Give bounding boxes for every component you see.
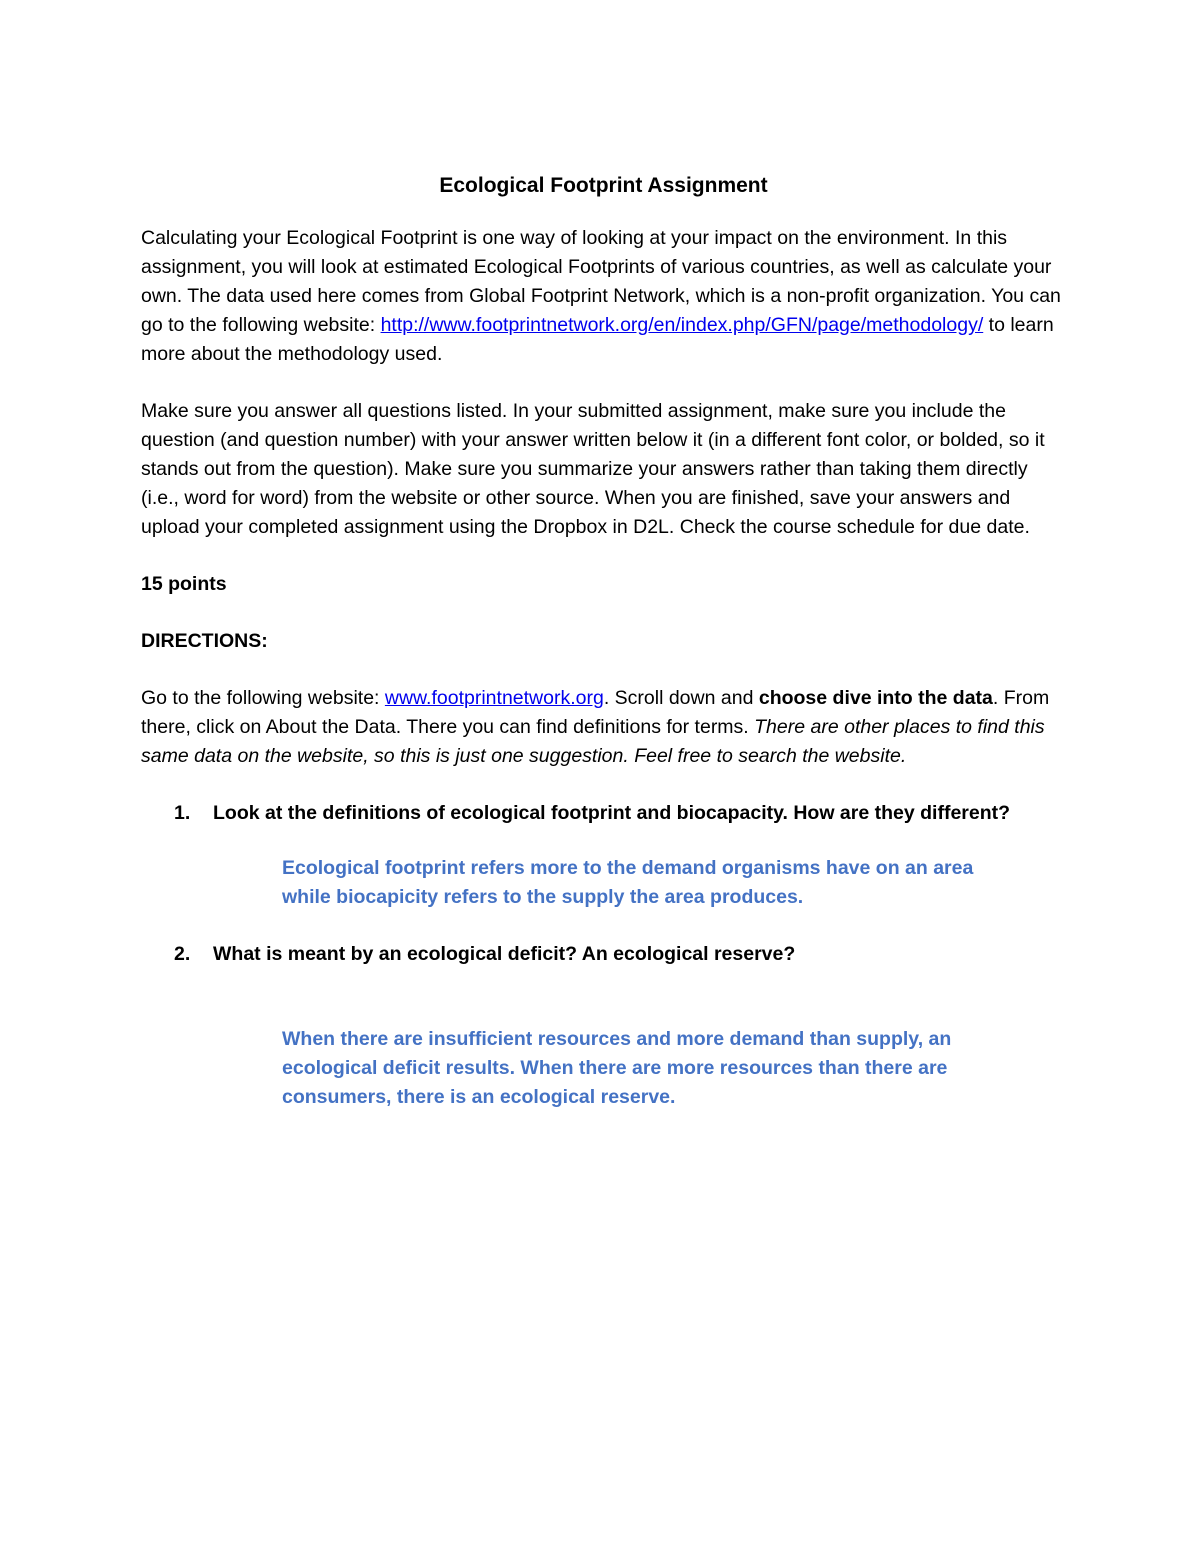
methodology-link[interactable]: http://www.footprintnetwork.org/en/index.php/GFN/page/methodology/	[380, 314, 984, 336]
question-number: 2.	[174, 943, 191, 965]
instructions-paragraph: Make sure you answer all questions listed. In your submitted assignment, make sure you include the question (and question number) with your answer written below it (in a different font color, or bolded, so it stands out from the question). Make sure you summarize your answers rather than taking them directly (i.e., word for word) from the website or other source. When you are finished, save your answers and upload your completed assignment using the Dropbox in D2L. Check the course schedule for due date.	[141, 400, 1045, 538]
answer-2: When there are insufficient resources and more demand than supply, an ecological deficit results. When there are more resources than there are consumers, there is an ecological reserve.	[282, 1028, 952, 1108]
question-2	[141, 940, 1066, 969]
question-number: 1.	[174, 802, 191, 824]
document-title: Ecological Footprint Assignment	[439, 174, 768, 197]
directions-bold: choose dive into the data	[758, 687, 993, 709]
points-label: 15 points	[141, 573, 227, 595]
question-text: What is meant by an ecological deficit? An ecological reserve?	[213, 943, 796, 965]
question-text: Look at the definitions of ecological footprint and biocapacity. How are they different?	[213, 802, 1011, 824]
intro-paragraph	[141, 224, 1066, 369]
footprintnetwork-link[interactable]: www.footprintnetwork.org	[384, 687, 604, 709]
question-1	[141, 799, 1066, 828]
directions-mid: . Scroll down and	[603, 687, 759, 709]
intro-text-end: to learn more about the methodology used.	[141, 314, 1054, 365]
document-page	[141, 170, 1066, 1112]
directions-heading: DIRECTIONS:	[141, 630, 268, 652]
directions-lead: Go to the following website:	[141, 687, 385, 709]
intro-text: Calculating your Ecological Footprint is one way of looking at your impact on the environment. In this assignment, you will look at estimated Ecological Footprints of various countries, as well as calculate your own. The data used here comes from Global Footprint Network, which is a non-profit organization. You can go to the following website:	[141, 227, 1061, 336]
answer-1: Ecological footprint refers more to the demand organisms have on an area while biocapicity refers to the supply the area produces.	[282, 857, 974, 908]
directions-paragraph	[141, 684, 1066, 771]
directions-note: There are other places to find this same data on the website, so this is just one suggestion. Feel free to search the website.	[141, 716, 1045, 767]
directions-after: . From there, click on About the Data. There you can find definitions for terms.	[141, 687, 1050, 738]
